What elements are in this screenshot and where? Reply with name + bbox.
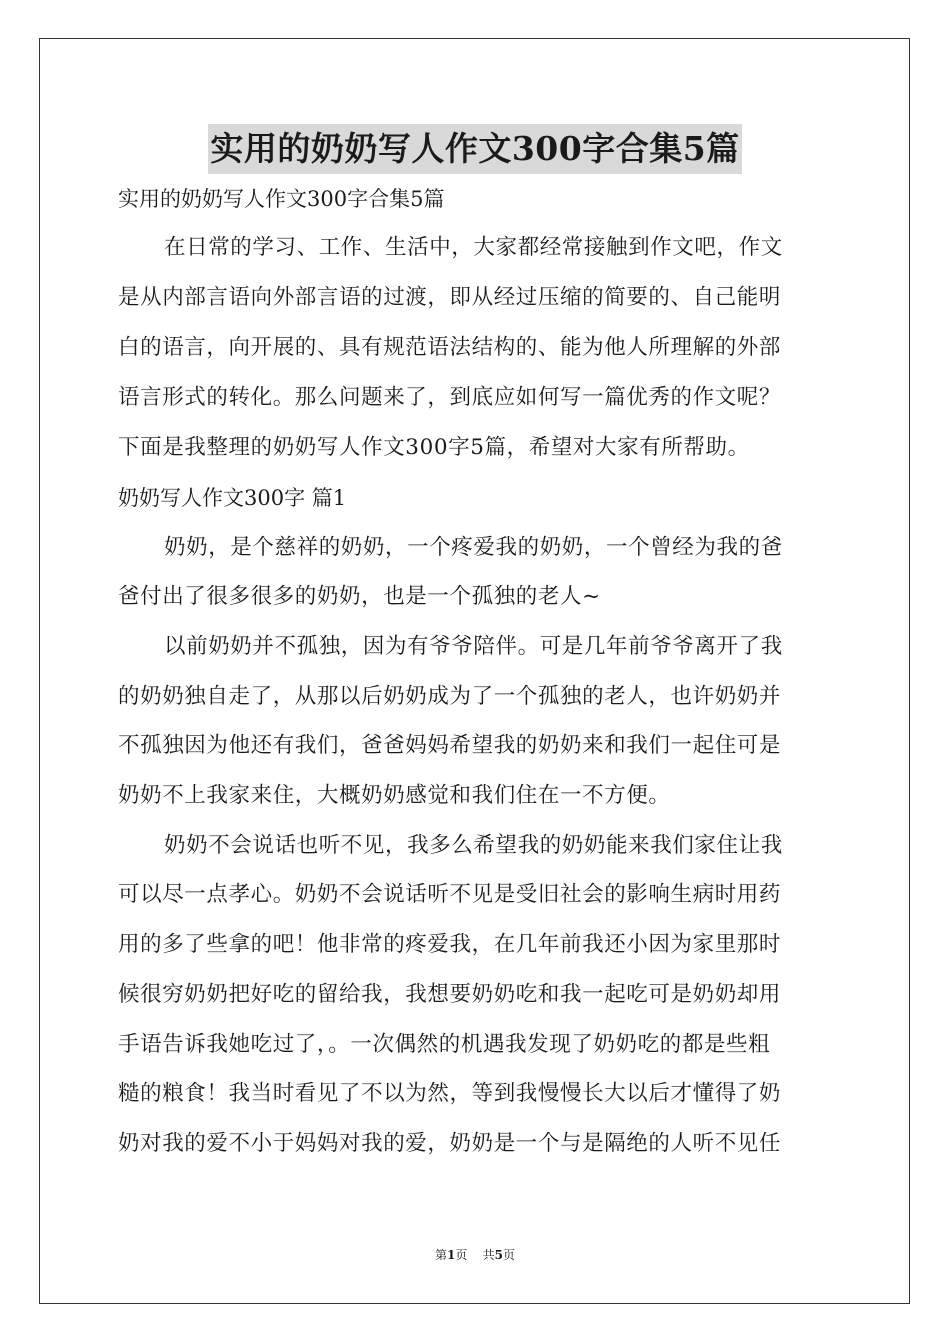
section-heading: 奶奶写人作文300字 篇1 [118, 486, 347, 510]
intro-line: 白的语言，向开展的、具有规范语法结构的、能为他人所理解的外部 [118, 335, 782, 360]
footer-mid: 页 共 [455, 1248, 495, 1262]
intro-line: 是从内部言语向外部言语的过渡，即从经过压缩的简要的、自己能明 [118, 285, 782, 310]
paragraph-line: 手语告诉我她吃过了，。一次偶然的机遇我发现了奶奶吃的都是些粗 [118, 1032, 771, 1057]
title-container [0, 124, 950, 174]
paragraph-line: 以前奶奶并不孤独，因为有爷爷陪伴。可是几年前爷爷离开了我 [164, 634, 783, 659]
footer-prefix: 第 [434, 1248, 447, 1262]
page-border [39, 38, 910, 1304]
paragraph-line: 不孤独因为他还有我们，爸爸妈妈希望我的奶奶来和我们一起住可是 [118, 733, 782, 758]
paragraph-line: 爸付出了很多很多的奶奶，也是一个孤独的老人~ [118, 584, 601, 609]
intro-line: 在日常的学习、工作、生活中，大家都经常接触到作文吧，作文 [164, 235, 783, 260]
current-page-number: 1 [447, 1248, 456, 1262]
intro-line: 语言形式的转化。那么问题来了，到底应如何写一篇优秀的作文呢？ [118, 385, 782, 410]
paragraph-line: 奶对我的爱不小于妈妈对我的爱，奶奶是一个与是隔绝的人听不见任 [118, 1131, 782, 1156]
paragraph-line: 奶奶不上我家来住，大概奶奶感觉和我们住在一不方便。 [118, 783, 671, 808]
footer-suffix: 页 [502, 1248, 515, 1262]
intro-line: 下面是我整理的奶奶写人作文300字5篇，希望对大家有所帮助。 [118, 435, 750, 460]
paragraph-line: 可以尽一点孝心。奶奶不会说话听不见是受旧社会的影响生病时用药 [118, 882, 782, 907]
document-title: 实用的奶奶写人作文300字合集5篇 [208, 124, 741, 174]
paragraph-line: 奶奶不会说话也听不见，我多么希望我的奶奶能来我们家住让我 [164, 833, 783, 858]
paragraph-line: 奶奶，是个慈祥的奶奶，一个疼爱我的奶奶，一个曾经为我的爸 [164, 535, 783, 560]
paragraph-line: 糙的粮食！我当时看见了不以为然，等到我慢慢长大以后才懂得了奶 [118, 1081, 782, 1106]
paragraph-line: 的奶奶独自走了，从那以后奶奶成为了一个孤独的老人，也许奶奶并 [118, 684, 782, 709]
page-footer [0, 1245, 950, 1265]
total-page-number: 5 [494, 1248, 503, 1262]
paragraph-line: 候很穷奶奶把好吃的留给我，我想要奶奶吃和我一起吃可是奶奶却用 [118, 982, 782, 1007]
paragraph-line: 用的多了些拿的吧！他非常的疼爱我，在几年前我还小因为家里那时 [118, 932, 782, 957]
document-subtitle: 实用的奶奶写人作文300字合集5篇 [118, 187, 445, 211]
